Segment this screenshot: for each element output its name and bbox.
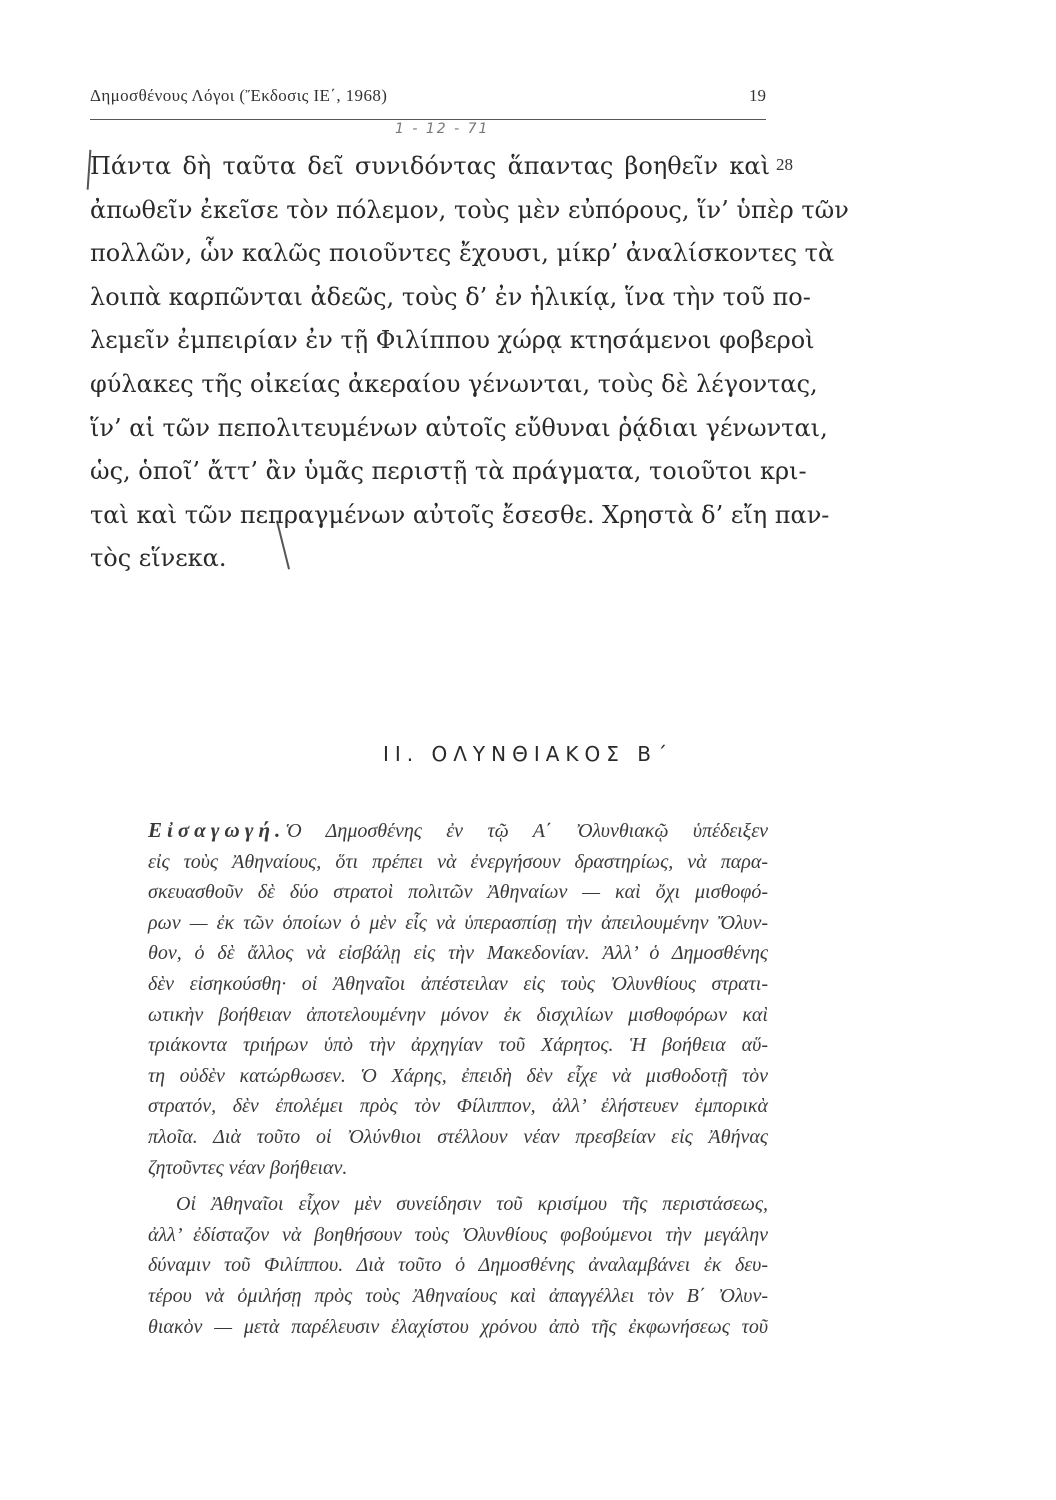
intro-line: δὲν εἰσηκούσθη· οἱ Ἀθηναῖοι ἀπέστειλαν εἰς τοὺς Ὀλυνθίους στρατι- <box>148 972 768 995</box>
intro-line: θιακὸν — μετὰ παρέλευσιν ἐλαχίστου χρόνου ἀπὸ τῆς ἐκφωνήσεως τοῦ <box>148 1315 768 1338</box>
intro-line: τριάκοντα τριήρων ὑπὸ τὴν ἀρχηγίαν τοῦ Χάρητος. Ἡ βοήθεια αὕ- <box>148 1034 768 1057</box>
intro-line <box>148 815 768 847</box>
passage-line: πολλῶν, ὧν καλῶς ποιοῦντες ἔχουσι, μίκρ’ ἀναλίσκοντες τὰ <box>90 239 835 268</box>
passage-line: λοιπὰ καρπῶνται ἀδεῶς, τοὺς δ’ ἐν ἡλικίᾳ, ἵνα τὴν τοῦ πο- <box>90 282 811 311</box>
header-title: Δημοσθένους Λόγοι (Ἔκδοσις ΙΕ΄, 1968) <box>90 86 388 105</box>
intro-line: στρατόν, δὲν ἐπολέμει πρὸς τὸν Φίλιππον, ἀλλ’ ἐλήστευεν ἐμπορικὰ <box>148 1095 768 1118</box>
intro-line: ἀλλ’ ἐδίσταζον νὰ βοηθήσουν τοὺς Ὀλυνθίους φοβούμενοι τὴν μεγάλην <box>148 1223 768 1246</box>
intro-line: πλοῖα. Διὰ τοῦτο οἱ Ὀλύνθιοι στέλλουν νέαν πρεσβείαν εἰς Ἀθήνας <box>148 1125 768 1148</box>
passage-line: ἵν’ αἱ τῶν πεπολιτευμένων αὐτοῖς εὔθυναι ῥᾴδιαι γένωνται, <box>90 413 828 442</box>
intro-line: ζητοῦντες νέαν βοήθειαν. <box>148 1156 348 1179</box>
intro-line: Οἱ Ἀθηναῖοι εἶχον μὲν συνείδησιν τοῦ κρισίμου τῆς περιστάσεως, <box>176 1193 768 1216</box>
header-rule <box>90 119 766 120</box>
intro-line: ωτικὴν βοήθειαν ἀποτελουμένην μόνον ἐκ δισχιλίων μισθοφόρων καὶ <box>148 1003 768 1026</box>
introduction <box>148 815 768 1342</box>
intro-line: τέρου νὰ ὁμιλήσῃ πρὸς τοὺς Ἀθηναίους καὶ ἀπαγγέλλει τὸν Β΄ Ὀλυν- <box>148 1284 768 1307</box>
intro-line: σκευασθοῦν δὲ δύο στρατοὶ πολιτῶν Ἀθηναίων — καὶ ὄχι μισθοφό- <box>148 881 768 904</box>
margin-section-number: 28 <box>776 155 793 174</box>
passage-line: λεμεῖν ἐμπειρίαν ἐν τῇ Φιλίππου χώρᾳ κτησάμενοι φοβεροὶ <box>90 326 815 355</box>
passage-line: ὡς, ὁποῖ’ ἄττ’ ἂν ὑμᾶς περιστῇ τὰ πράγματα, τοιοῦτοι κρι- <box>90 457 807 486</box>
intro-lead: Εἰσαγωγή. <box>148 818 286 842</box>
intro-line: ρων — ἐκ τῶν ὁποίων ὁ μὲν εἷς νὰ ὑπερασπίσῃ τὴν ἀπειλουμένην Ὄλυν- <box>148 911 768 934</box>
intro-line: τη οὐδὲν κατώρθωσεν. Ὁ Χάρης, ἐπειδὴ δὲν εἶχε νὰ μισθοδοτῇ τὸν <box>148 1064 768 1087</box>
intro-line: θον, ὁ δὲ ἄλλος νὰ εἰσβάλῃ εἰς τὴν Μακεδονίαν. Ἀλλ’ ὁ Δημοσθένης <box>148 942 768 965</box>
page-number: 19 <box>749 86 766 105</box>
passage-line: ἀπωθεῖν ἐκεῖσε τὸν πόλεμον, τοὺς μὲν εὐπόρους, ἵν’ ὑπὲρ τῶν <box>90 195 849 224</box>
passage-line: Πάντα δὴ ταῦτα δεῖ συνιδόντας ἅπαντας βοηθεῖν καὶ <box>90 152 770 180</box>
intro-line: εἰς τοὺς Ἀθηναίους, ὅτι πρέπει νὰ ἐνεργήσουν δραστηρίως, νὰ παρα- <box>148 850 768 873</box>
passage-line: ταὶ καὶ τῶν πεπραγμένων αὐτοῖς ἔσεσθε. Χρηστὰ δ’ εἴη παν- <box>90 500 830 529</box>
intro-line: δύναμιν τοῦ Φιλίππου. Διὰ τοῦτο ὁ Δημοσθένης ἀναλαμβάνει ἐκ δευ- <box>148 1254 768 1277</box>
running-header <box>90 86 766 114</box>
intro-line-text: Ὁ Δημοσθένης ἐν τῷ Α΄ Ὀλυνθιακῷ ὑπέδειξεν <box>285 820 768 842</box>
passage-line: φύλακες τῆς οἰκείας ἀκεραίου γένωνται, τοὺς δὲ λέγοντας, <box>90 369 818 398</box>
section-heading: ΙΙ. ΟΛΥΝΘΙΑΚΟΣ Β΄ <box>382 742 673 766</box>
passage-line: τὸς εἵνεκα. <box>90 544 227 573</box>
handwritten-note: 1 - 12 - 71 <box>395 121 490 137</box>
